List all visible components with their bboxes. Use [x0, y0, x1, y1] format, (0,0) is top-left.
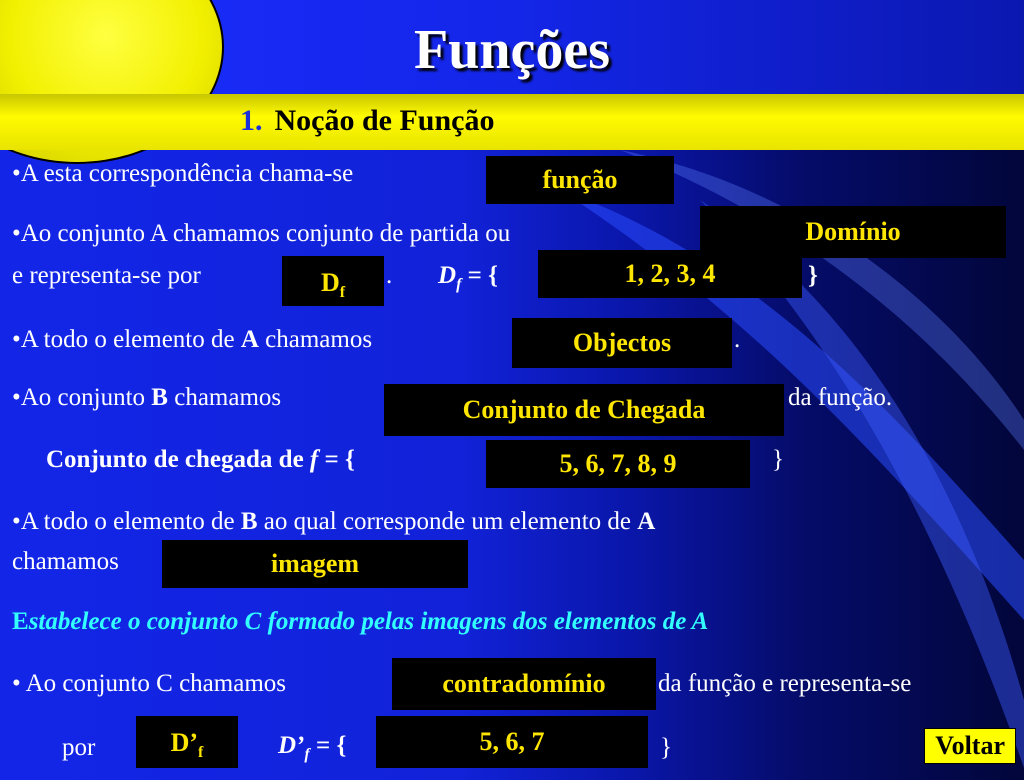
text-line-7b: stabelece o conjunto C formado pelas imagens dos elementos de A: [28, 608, 709, 635]
answer-box-funcao: função: [486, 156, 674, 204]
text-line-2: •Ao conjunto A chamamos conjunto de partida ou: [12, 220, 511, 247]
text-line-7: [12, 608, 708, 636]
text-line-6d: A: [637, 508, 656, 535]
text-line-6: [12, 508, 655, 536]
text-line-8: • Ao conjunto C chamamos: [12, 670, 286, 697]
section-title: Noção de Função: [274, 104, 495, 137]
text-line-4: [12, 384, 281, 412]
text-line-7a: E: [12, 608, 29, 635]
answer-box-objectos: Objectos: [512, 318, 732, 368]
df-label: [438, 262, 498, 294]
df-label-symbol: D: [438, 262, 457, 289]
section-number: 1.: [240, 104, 263, 137]
dprime-close-brace: }: [660, 734, 672, 761]
df-symbol: D: [320, 268, 340, 297]
section-subtitle: [240, 104, 495, 138]
answer-box-chegada-set: 5, 6, 7, 8, 9: [486, 440, 750, 488]
text-line-4c: chamamos: [167, 384, 282, 411]
text-line-6a: •A todo o elemento de: [12, 508, 241, 535]
text-line-8b: da função e representa-se: [658, 670, 912, 697]
answer-box-dprime: [136, 716, 238, 768]
dprime-subscript: f: [198, 744, 204, 762]
text-line-5c: = {: [318, 446, 355, 473]
df-label-sub: f: [456, 276, 462, 293]
dprime-equals: = {: [309, 732, 347, 759]
df-equals: = {: [461, 262, 498, 289]
text-line-6e: chamamos: [12, 548, 119, 575]
answer-box-dominio: Domínio: [700, 206, 1006, 258]
text-line-6b: B: [240, 508, 258, 535]
text-line-4b: B: [151, 384, 168, 411]
df-close-brace: }: [808, 262, 818, 289]
answer-box-df-set: 1, 2, 3, 4: [538, 250, 802, 298]
text-line-5: [46, 446, 355, 474]
dprime-symbol: D’: [170, 728, 199, 757]
text-line-3c: chamamos: [258, 326, 373, 353]
text-line-4-end: da função.: [788, 384, 893, 411]
text-line-1: •A esta correspondência chama-se: [12, 160, 354, 187]
answer-box-conjunto-chegada: Conjunto de Chegada: [384, 384, 784, 436]
text-line-5a: Conjunto de chegada de: [46, 446, 310, 473]
text-line-3-end: .: [734, 326, 741, 353]
text-line-4a: •Ao conjunto: [12, 384, 152, 411]
answer-box-imagem: imagem: [162, 540, 468, 588]
answer-box-df: [282, 256, 384, 306]
text-line-3b: A: [240, 326, 259, 353]
chegada-close-brace: }: [772, 446, 784, 473]
subtitle-band: [0, 94, 1024, 150]
dprime-label-sub: f: [304, 746, 310, 763]
dprime-label: [278, 732, 346, 764]
voltar-button[interactable]: Voltar: [924, 728, 1016, 764]
answer-box-contradominio: contradomínio: [392, 658, 656, 710]
dprime-label-symbol: D’: [278, 732, 305, 759]
df-subscript: f: [339, 284, 346, 302]
text-line-2b: e representa-se por: [12, 262, 201, 289]
page-title: Funções: [414, 19, 610, 81]
text-line-3: [12, 326, 372, 354]
text-line-3a: •A todo o elemento de: [12, 326, 241, 353]
text-dot: .: [386, 262, 393, 289]
text-line-5b: f: [309, 446, 319, 473]
text-line-9: por: [62, 734, 96, 761]
answer-box-dprime-set: 5, 6, 7: [376, 716, 648, 768]
text-line-6c: ao qual corresponde um elemento de: [257, 508, 638, 535]
